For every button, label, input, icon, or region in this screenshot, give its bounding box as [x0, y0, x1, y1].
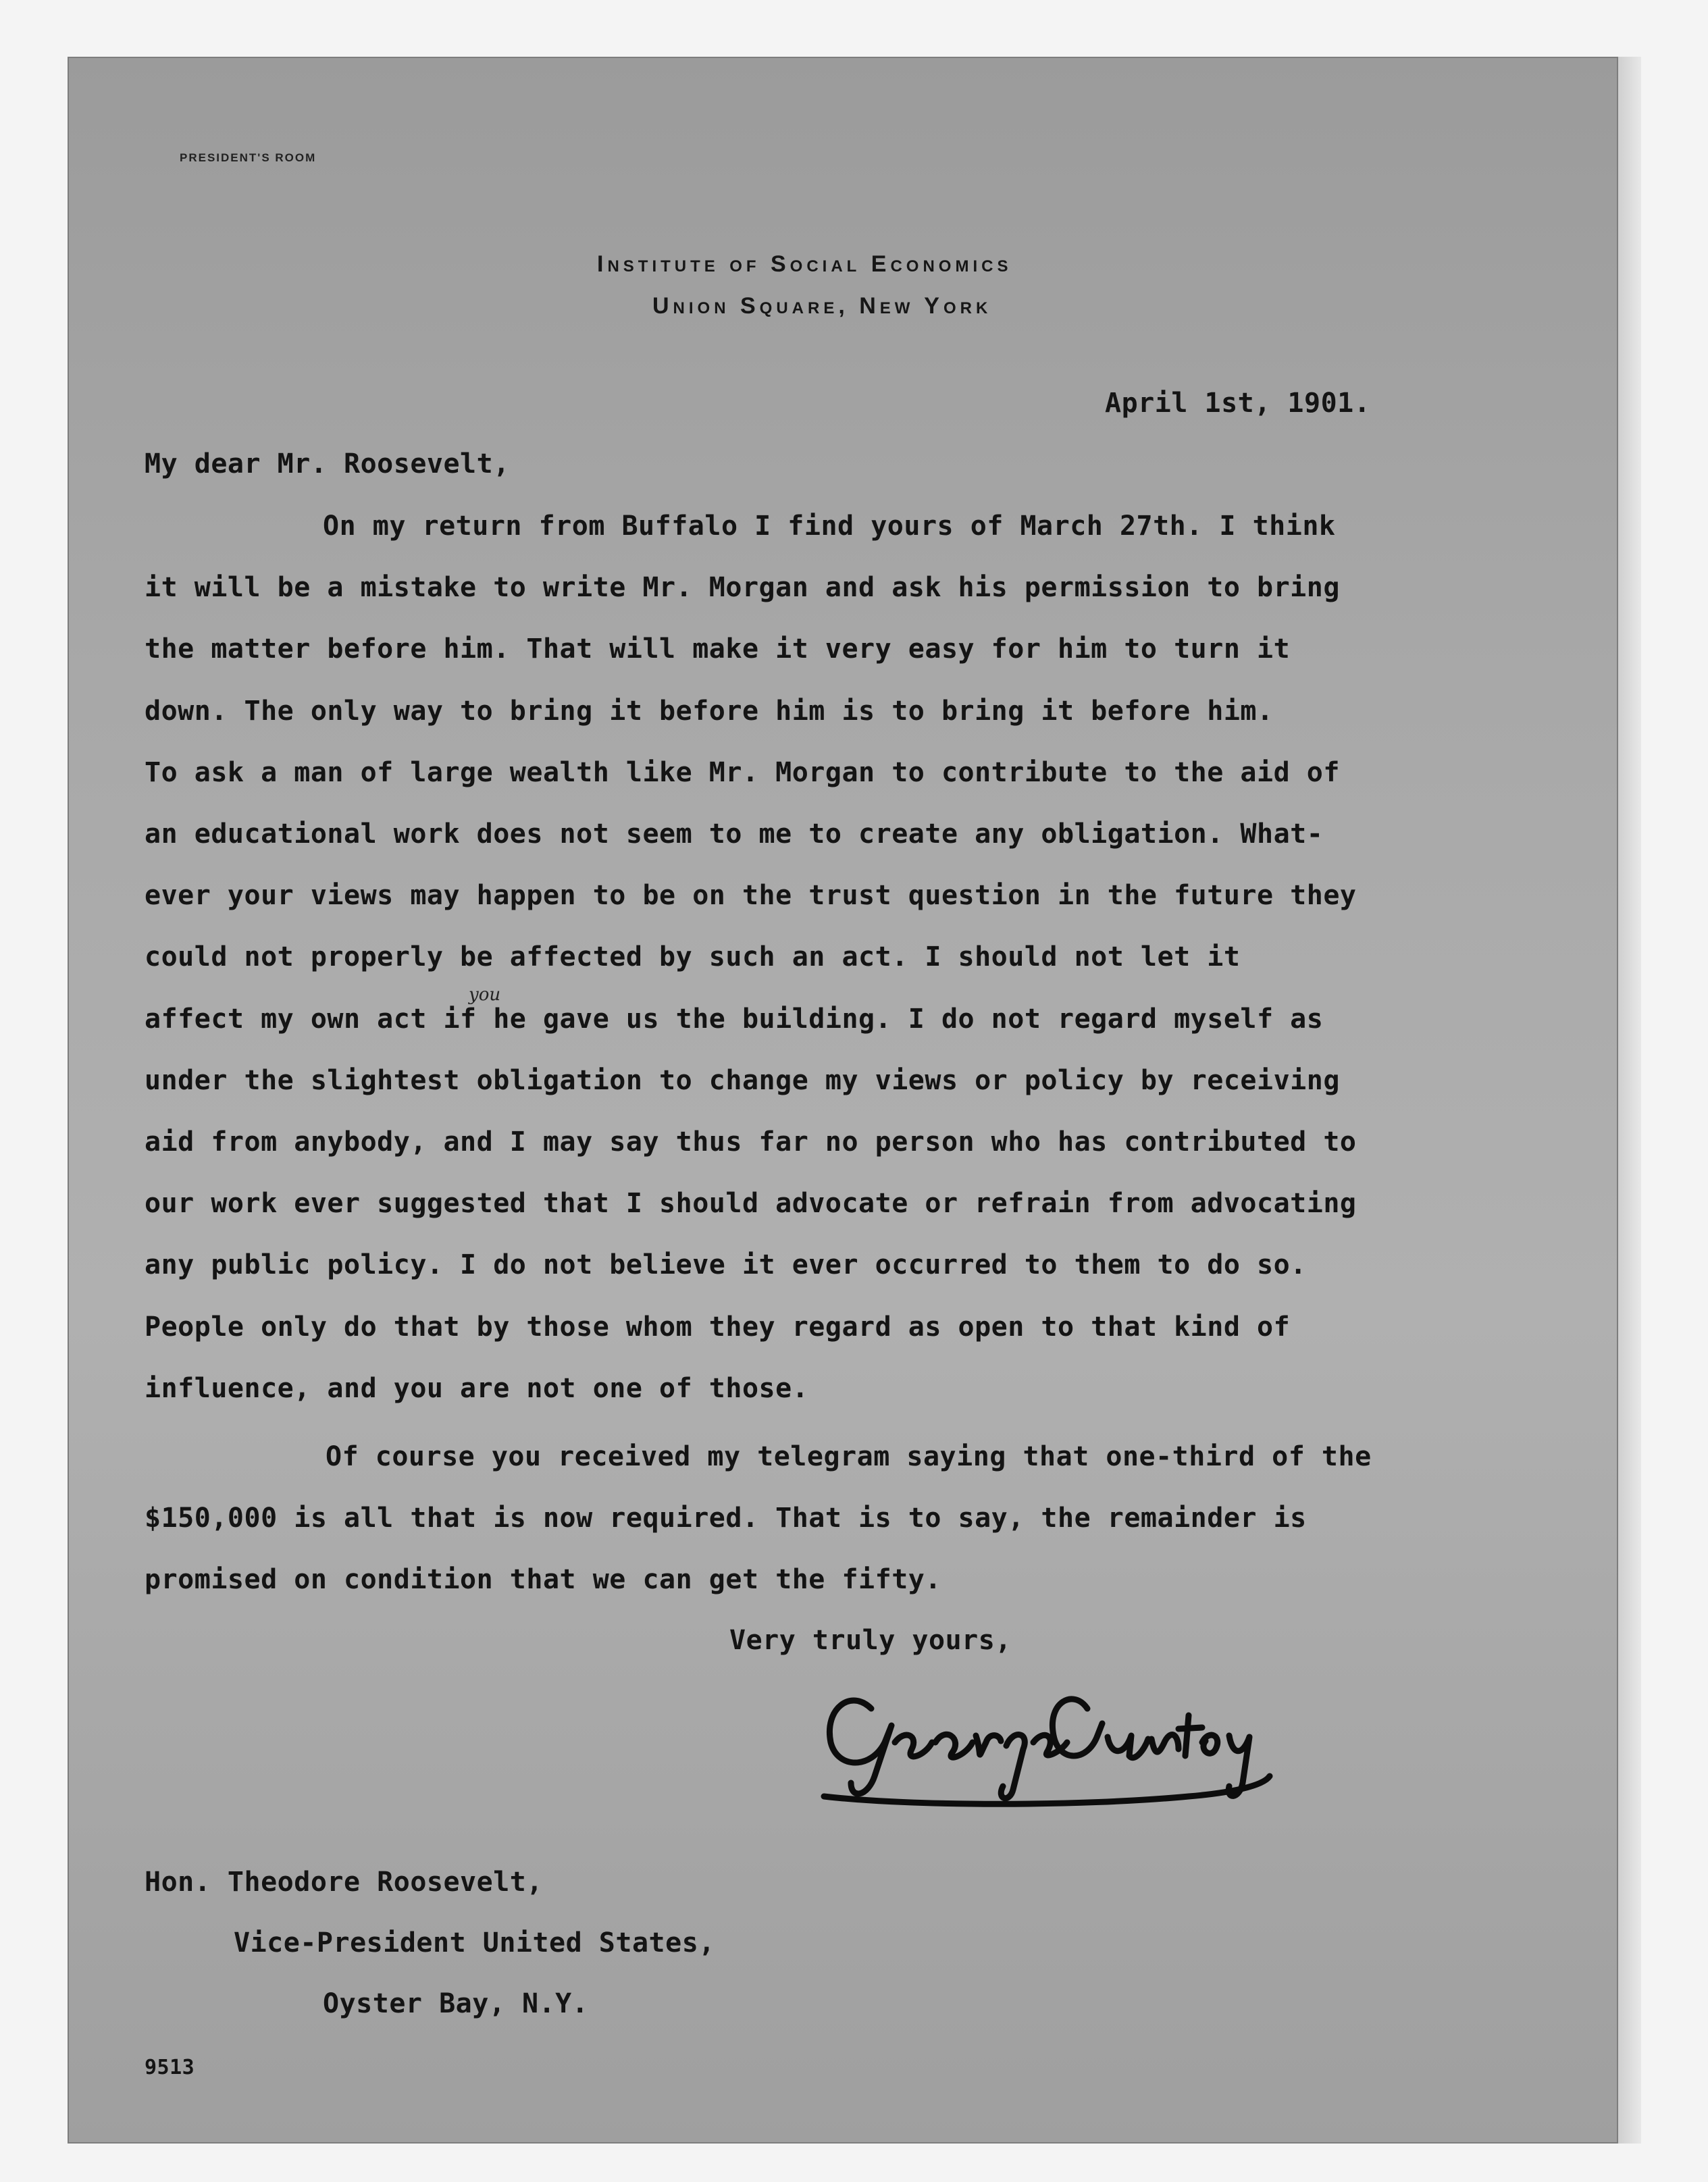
letter-date: April 1st, 1901.	[1105, 388, 1371, 419]
presidents-room-stamp: PRESIDENT'S ROOM	[180, 151, 317, 164]
body-line: our work ever suggested that I should advocate or refrain from advocating	[145, 1188, 1357, 1219]
body-line: affect my own act if he gave us the building. I do not regard myself as	[145, 1004, 1324, 1035]
body-line: aid from anybody, and I may say thus far no person who has contributed to	[145, 1126, 1357, 1158]
body-line: down. The only way to bring it before him is to bring it before him.	[145, 696, 1274, 727]
body-line: any public policy. I do not believe it ever occurred to them to do so.	[145, 1249, 1307, 1280]
body-line: To ask a man of large wealth like Mr. Morgan to contribute to the aid of	[145, 757, 1340, 788]
page-edge	[1618, 57, 1641, 2144]
body-line: On my return from Buffalo I find yours of March 27th. I think	[323, 511, 1336, 542]
body-line: ever your views may happen to be on the trust question in the future they	[145, 880, 1357, 911]
letterhead-institute: Institute of Social Economics	[597, 251, 1012, 277]
salutation: My dear Mr. Roosevelt,	[145, 448, 510, 479]
body-line: promised on condition that we can get the fifty.	[145, 1564, 941, 1595]
recipient-address: Oyster Bay, N.Y.	[323, 1988, 589, 2019]
body-line: the matter before him. That will make it very easy for him to turn it	[145, 633, 1291, 665]
body-line: People only do that by those whom they regard as open to that kind of	[145, 1311, 1291, 1343]
body-line: it will be a mistake to write Mr. Morgan and ask his permission to bring	[145, 572, 1340, 603]
closing: Very truly yours,	[729, 1625, 1012, 1656]
letter-sheet	[68, 57, 1618, 2144]
handwritten-insertion: you	[469, 985, 501, 1005]
body-line: $150,000 is all that is now required. That is to say, the remainder is	[145, 1503, 1307, 1534]
letterhead-address: Union Square, New York	[652, 293, 992, 319]
body-line: an educational work does not seem to me to create any obligation. What-	[145, 819, 1324, 850]
file-number: 9513	[145, 2056, 195, 2079]
recipient-title: Vice-President United States,	[234, 1927, 715, 1958]
body-line: under the slightest obligation to change my views or policy by receiving	[145, 1065, 1340, 1096]
signature-image	[810, 1661, 1283, 1823]
body-line: influence, and you are not one of those.	[145, 1373, 809, 1404]
body-line: could not properly be affected by such an act. I should not let it	[145, 941, 1241, 972]
body-line: Of course you received my telegram saying that one-third of the	[326, 1441, 1372, 1472]
recipient-name: Hon. Theodore Roosevelt,	[145, 1867, 543, 1898]
